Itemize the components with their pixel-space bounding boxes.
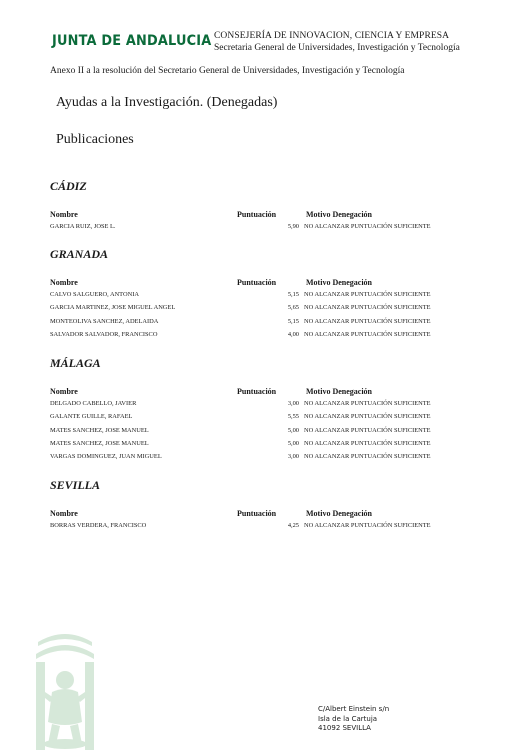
region-sevilla <box>50 477 470 534</box>
region-name: MÁLAGA <box>50 356 101 370</box>
table-row <box>50 521 470 534</box>
andalucia-emblem-watermark-icon <box>30 632 100 750</box>
score-value: 4,25 <box>287 522 299 529</box>
column-name-header: Nombre <box>50 509 78 518</box>
score-value: 3,00 <box>287 453 299 461</box>
applicant-name: BORRAS VERDERA, FRANCISCO <box>50 522 147 529</box>
column-reason-header: Motivo Denegación <box>306 509 372 518</box>
column-header <box>50 210 470 222</box>
region-name: SEVILLA <box>50 478 101 492</box>
applicant-name: VARGAS DOMINGUEZ, JUAN MIGUEL <box>50 453 162 461</box>
table-row <box>50 452 470 465</box>
column-score-header: Puntuación <box>237 509 277 518</box>
column-name-header: Nombre <box>50 210 78 219</box>
applicant-name: DELGADO CABELLO, JAVIER <box>50 400 137 407</box>
applicant-name: MATES SANCHEZ, JOSE MANUEL <box>50 439 149 447</box>
denial-reason: NO ALCANZAR PUNTUACIÓN SUFICIENTE <box>304 304 431 312</box>
score-value: 5,00 <box>287 439 299 447</box>
table-row <box>50 317 470 330</box>
applicant-name: MONTEOLIVA SANCHEZ, ADELAIDA <box>50 317 159 325</box>
address-area: Isla de la Cartuja <box>318 714 378 723</box>
applicant-name: SALVADOR SALVADOR, FRANCISCO <box>50 330 158 338</box>
column-reason-header: Motivo Denegación <box>306 278 372 287</box>
score-value: 5,15 <box>287 291 299 298</box>
junta-de-andalucia-logo: JUNTA DE ANDALUCIA <box>52 33 212 49</box>
table-row <box>50 222 470 235</box>
score-value: 5,00 <box>287 426 299 434</box>
denial-reason: NO ALCANZAR PUNTUACIÓN SUFICIENTE <box>304 223 431 230</box>
column-score-header: Puntuación <box>237 210 277 219</box>
region-name: GRANADA <box>50 247 109 261</box>
table-row <box>50 426 470 439</box>
score-value: 4,00 <box>287 330 299 338</box>
footer-address <box>318 705 389 734</box>
region-granada <box>50 246 470 343</box>
table-row <box>50 412 470 425</box>
column-reason-header: Motivo Denegación <box>306 387 372 396</box>
table-row <box>50 439 470 452</box>
score-value: 5,15 <box>287 317 299 325</box>
secretariat-name: Secretaria General de Universidades, Investigación y Tecnología <box>214 43 460 53</box>
score-value: 5,65 <box>287 304 299 312</box>
denial-reason: NO ALCANZAR PUNTUACIÓN SUFICIENTE <box>304 522 431 529</box>
applicant-name: GARCIA MARTINEZ, JOSE MIGUEL ANGEL <box>50 304 176 312</box>
column-name-header: Nombre <box>50 387 78 396</box>
document-title: Ayudas a la Investigación. (Denegadas) <box>56 95 278 110</box>
applicant-name: GARCIA RUIZ, JOSE L. <box>50 223 116 230</box>
address-street: C/Albert Einstein s/n <box>318 705 390 713</box>
ministry-header <box>214 30 460 54</box>
section-title: Publicaciones <box>56 132 134 147</box>
region-cadiz <box>50 178 470 235</box>
score-value: 5,55 <box>287 413 299 421</box>
annex-line: Anexo II a la resolución del Secretario General de Universidades, Investigación y Tecnología <box>50 66 405 76</box>
table-row <box>50 399 470 412</box>
applicant-name: MATES SANCHEZ, JOSE MANUEL <box>50 426 149 434</box>
applicant-name: GALANTE GUILLE, RAFAEL <box>50 413 133 421</box>
applicant-name: CALVO SALGUERO, ANTONIA <box>50 291 139 298</box>
denial-reason: NO ALCANZAR PUNTUACIÓN SUFICIENTE <box>304 439 431 447</box>
table-row <box>50 303 470 316</box>
column-reason-header: Motivo Denegación <box>306 210 372 219</box>
column-header <box>50 509 470 521</box>
region-malaga <box>50 355 470 465</box>
denial-reason: NO ALCANZAR PUNTUACIÓN SUFICIENTE <box>304 400 431 407</box>
ministry-name: CONSEJERÍA DE INNOVACION, CIENCIA Y EMPRESA <box>214 31 450 41</box>
column-score-header: Puntuación <box>237 387 277 396</box>
denial-reason: NO ALCANZAR PUNTUACIÓN SUFICIENTE <box>304 453 431 461</box>
score-value: 3,00 <box>287 400 299 407</box>
table-row <box>50 330 470 343</box>
score-value: 5,90 <box>287 223 299 230</box>
region-name: CÁDIZ <box>50 179 87 193</box>
address-city: 41092 SEVILLA <box>318 724 371 732</box>
denial-reason: NO ALCANZAR PUNTUACIÓN SUFICIENTE <box>304 413 431 421</box>
column-header <box>50 278 470 290</box>
denial-reason: NO ALCANZAR PUNTUACIÓN SUFICIENTE <box>304 317 431 325</box>
denial-reason: NO ALCANZAR PUNTUACIÓN SUFICIENTE <box>304 291 431 298</box>
column-name-header: Nombre <box>50 278 78 287</box>
denial-reason: NO ALCANZAR PUNTUACIÓN SUFICIENTE <box>304 330 431 338</box>
denial-reason: NO ALCANZAR PUNTUACIÓN SUFICIENTE <box>304 426 431 434</box>
table-row <box>50 290 470 303</box>
column-header <box>50 387 470 399</box>
column-score-header: Puntuación <box>237 278 277 287</box>
